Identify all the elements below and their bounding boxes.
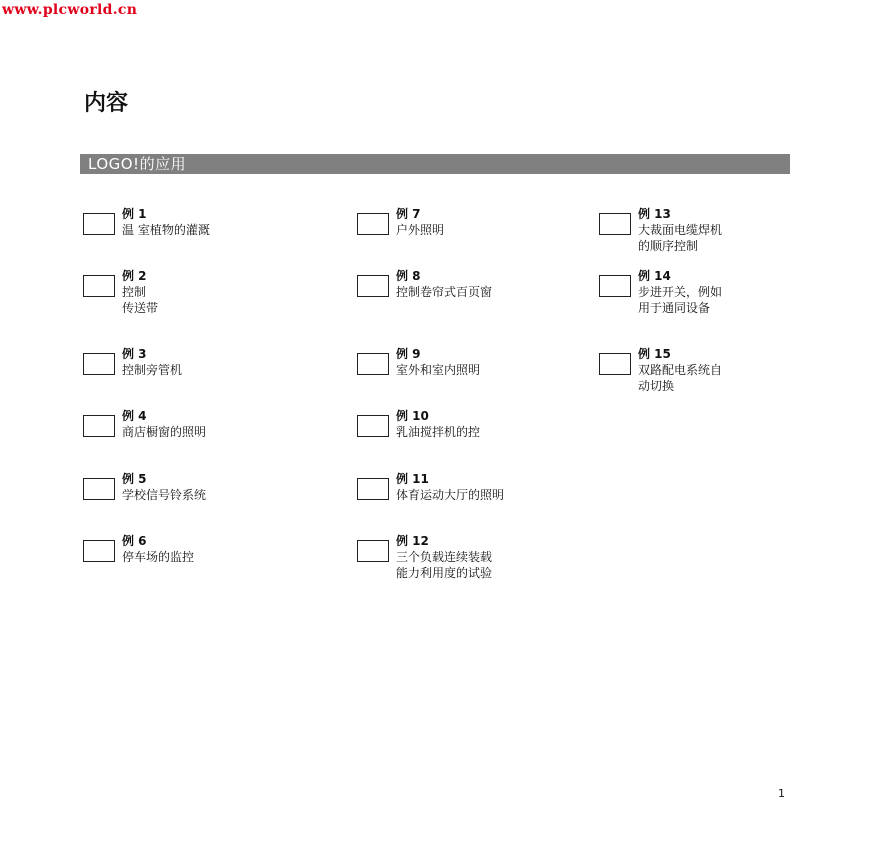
- example-text: [638, 346, 778, 394]
- checkbox[interactable]: [357, 478, 389, 500]
- checkbox[interactable]: [357, 213, 389, 235]
- example-desc-line: 三个负载连续装载: [396, 550, 493, 564]
- example-desc-line: 能力利用度的试验: [396, 566, 493, 580]
- example-text: [396, 206, 536, 238]
- example-text: [396, 533, 536, 581]
- example-item: [357, 408, 536, 440]
- example-desc-line: 控制旁管机: [122, 363, 183, 377]
- checkbox[interactable]: [599, 275, 631, 297]
- example-desc-line: 用于通同设备: [638, 301, 711, 315]
- checkbox[interactable]: [599, 213, 631, 235]
- example-item: [357, 471, 536, 503]
- example-item: [83, 471, 262, 503]
- example-text: [396, 471, 536, 503]
- checkbox[interactable]: [83, 540, 115, 562]
- example-text: [122, 408, 262, 440]
- example-text: [122, 533, 262, 565]
- checkbox[interactable]: [83, 478, 115, 500]
- checkbox[interactable]: [357, 540, 389, 562]
- checkbox[interactable]: [83, 275, 115, 297]
- example-label: 例 13: [638, 207, 671, 221]
- example-item: [357, 533, 536, 581]
- page-title: 内容: [84, 91, 129, 116]
- section-header: LOGO!的应用: [80, 154, 790, 174]
- checkbox[interactable]: [83, 213, 115, 235]
- example-desc-line: 控制卷帘式百页窗: [396, 285, 493, 299]
- example-text: [638, 268, 778, 316]
- checkbox[interactable]: [357, 275, 389, 297]
- page-number: 1: [778, 787, 785, 800]
- example-label: 例 9: [396, 347, 421, 361]
- example-text: [638, 206, 778, 254]
- example-desc-line: 学校信号铃系统: [122, 488, 207, 502]
- example-item: [599, 268, 778, 316]
- example-label: 例 8: [396, 269, 421, 283]
- checkbox[interactable]: [599, 353, 631, 375]
- example-label: 例 6: [122, 534, 147, 548]
- checkbox[interactable]: [357, 415, 389, 437]
- example-label: 例 2: [122, 269, 147, 283]
- example-desc-line: 商店橱窗的照明: [122, 425, 207, 439]
- example-text: [396, 268, 536, 300]
- example-label: 例 10: [396, 409, 429, 423]
- example-desc-line: 的顺序控制: [638, 239, 699, 253]
- example-desc-line: 乳油搅拌机的控: [396, 425, 481, 439]
- example-item: [83, 346, 262, 378]
- checkbox[interactable]: [83, 415, 115, 437]
- example-desc-line: 大裁面电缆焊机: [638, 223, 723, 237]
- example-item: [83, 533, 262, 565]
- example-text: [396, 408, 536, 440]
- example-item: [83, 268, 262, 316]
- example-label: 例 14: [638, 269, 671, 283]
- example-item: [357, 206, 536, 238]
- example-label: 例 4: [122, 409, 147, 423]
- example-text: [396, 346, 536, 378]
- example-desc-line: 步进开关，例如: [638, 285, 723, 299]
- example-item: [83, 206, 262, 238]
- example-desc-line: 体育运动大厅的照明: [396, 488, 505, 502]
- example-text: [122, 268, 262, 316]
- example-label: 例 5: [122, 472, 147, 486]
- example-desc-line: 温 室植物的灌溉: [122, 223, 210, 237]
- example-label: 例 3: [122, 347, 147, 361]
- example-label: 例 12: [396, 534, 429, 548]
- example-label: 例 11: [396, 472, 429, 486]
- checkbox[interactable]: [83, 353, 115, 375]
- example-desc-line: 控制: [122, 285, 147, 299]
- example-item: [83, 408, 262, 440]
- example-item: [599, 346, 778, 394]
- example-item: [357, 346, 536, 378]
- checkbox[interactable]: [357, 353, 389, 375]
- example-item: [357, 268, 536, 300]
- watermark: www.plcworld.cn: [2, 2, 138, 18]
- example-desc-line: 户外照明: [396, 223, 445, 237]
- example-text: [122, 471, 262, 503]
- example-desc-line: 停车场的监控: [122, 550, 195, 564]
- example-label: 例 15: [638, 347, 671, 361]
- example-desc-line: 双路配电系统自: [638, 363, 723, 377]
- example-desc-line: 传送带: [122, 301, 159, 315]
- example-item: [599, 206, 778, 254]
- example-desc-line: 室外和室内照明: [396, 363, 481, 377]
- example-label: 例 7: [396, 207, 421, 221]
- example-desc-line: 动切换: [638, 379, 675, 393]
- example-text: [122, 346, 262, 378]
- example-label: 例 1: [122, 207, 147, 221]
- example-text: [122, 206, 262, 238]
